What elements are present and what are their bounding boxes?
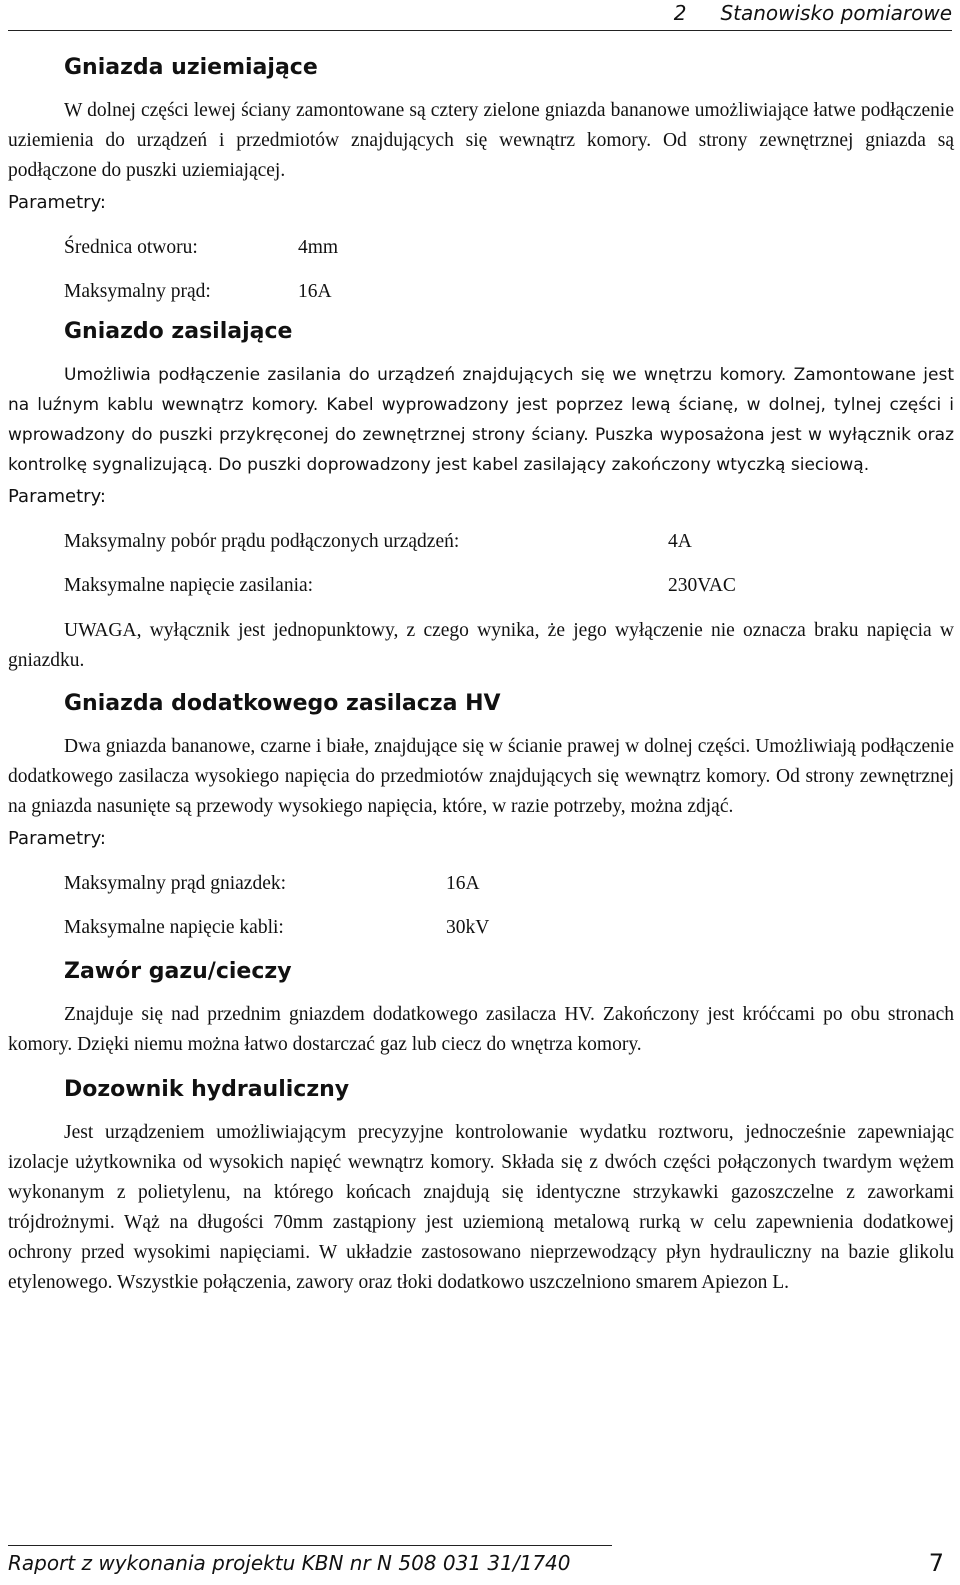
param-value: 230VAC xyxy=(668,575,736,596)
section-heading: Zawór gazu/cieczy xyxy=(64,959,292,984)
params-label: Parametry: xyxy=(8,486,106,507)
param-row xyxy=(64,520,954,564)
param-value: 4A xyxy=(668,531,692,552)
section-grounding xyxy=(8,54,954,314)
param-value: 30kV xyxy=(446,917,490,938)
params-label: Parametry: xyxy=(8,192,106,213)
param-row xyxy=(64,226,954,270)
section-body: Jest urządzeniem umożliwiającym precyzyjne kontrolowanie wydatku roztworu, jednocześnie zapewniając izolacje użytkownika od wysokich napięć wewnątrz komory. Składa się z dwóch części połączonych twardym wężem wykonanym z polietylenu, na którego końcach znajdują się identyczne strzykawki gazoszczelne z zaworkami trójdrożnymi. Wąż na długości 70mm zastąpiony jest uziemioną metalową rurką w celu zapewnienia dodatkowej ochrony przed wysokimi napięciami. W układzie zastosowano nieprzewodzący płyn hydrauliczny na bazie glikolu etylenowego. Wszystkie połączenia, zawory oraz tłoki dodatkowo uszczelniono smarem Apiezon L. xyxy=(8,1122,954,1293)
section-heading: Gniazda uziemiające xyxy=(64,55,318,80)
report-title: Raport z wykonania projektu KBN nr N 508 031 31/1740 xyxy=(8,1551,571,1575)
params-label: Parametry: xyxy=(8,828,106,849)
param-value: 16A xyxy=(446,873,480,894)
param-label: Maksymalny prąd gniazdek: xyxy=(64,873,287,894)
param-label: Maksymalne napięcie kabli: xyxy=(64,917,284,938)
running-header xyxy=(8,0,952,31)
page-content xyxy=(8,54,954,1298)
section-heading: Gniazdo zasilające xyxy=(64,319,293,344)
section-hv xyxy=(8,690,954,950)
section-doser xyxy=(8,1076,954,1298)
param-value: 4mm xyxy=(298,237,339,258)
section-body: W dolnej części lewej ściany zamontowane są cztery zielone gniazda bananowe umożliwiające łatwe podłączenie uziemienia do urządzeń i przedmiotów znajdujących się wewnątrz komory. Od strony zewnętrznej gniazda są podłączone do puszki uziemiającej. xyxy=(8,100,954,181)
chapter-title: Stanowisko pomiarowe xyxy=(720,1,952,25)
param-label: Średnica otworu: xyxy=(64,237,198,258)
section-body: Umożliwia podłączenie zasilania do urządzeń znajdujących się we wnętrzu komory. Zamontowane jest na luźnym kablu wewnątrz komory. Kabel wyprowadzony jest poprzez lewą ścianę, w dolnej, tylnej części i wprowadzony do puszki przykręconej do zewnętrznej strony ściany. Puszka wyposażona jest w wyłącznik oraz kontrolkę sygnalizującą. Do puszki doprowadzony jest kabel zasilający zakończony wtyczką sieciową. xyxy=(8,365,954,475)
section-body: Dwa gniazda bananowe, czarne i białe, znajdujące się w ścianie prawej w dolnej części. Umożliwiają podłączenie dodatkowego zasilacza wysokiego napięcia do przedmiotów znajdujących się wewnątrz komory. Od strony zewnętrznej na gniazda nasunięte są przewody wysokiego napięcia, które, w razie potrzeby, można zdjąć. xyxy=(8,736,954,817)
param-value: 16A xyxy=(298,281,332,302)
section-heading: Gniazda dodatkowego zasilacza HV xyxy=(64,691,501,716)
param-row xyxy=(64,906,954,950)
section-heading: Dozownik hydrauliczny xyxy=(64,1077,350,1102)
param-row xyxy=(64,564,954,608)
param-label: Maksymalny prąd: xyxy=(64,281,211,302)
warning-note: UWAGA, wyłącznik jest jednopunktowy, z czego wynika, że jego wyłączenie nie oznacza braku napięcia w gniazdku. xyxy=(8,620,954,671)
param-row xyxy=(64,270,954,314)
param-row xyxy=(64,862,954,906)
page-number: 7 xyxy=(928,1549,944,1577)
section-body: Znajduje się nad przednim gniazdem dodatkowego zasilacza HV. Zakończony jest króćcami po obu stronach komory. Dzięki niemu można łatwo dostarczać gaz lub ciecz do wnętrza komory. xyxy=(8,1004,954,1055)
section-valve xyxy=(8,958,954,1060)
param-label: Maksymalne napięcie zasilania: xyxy=(64,575,314,596)
section-power xyxy=(8,318,954,676)
chapter-number: 2 xyxy=(673,1,687,25)
param-label: Maksymalny pobór prądu podłączonych urządzeń: xyxy=(64,531,460,552)
footer-rule xyxy=(8,1545,612,1546)
